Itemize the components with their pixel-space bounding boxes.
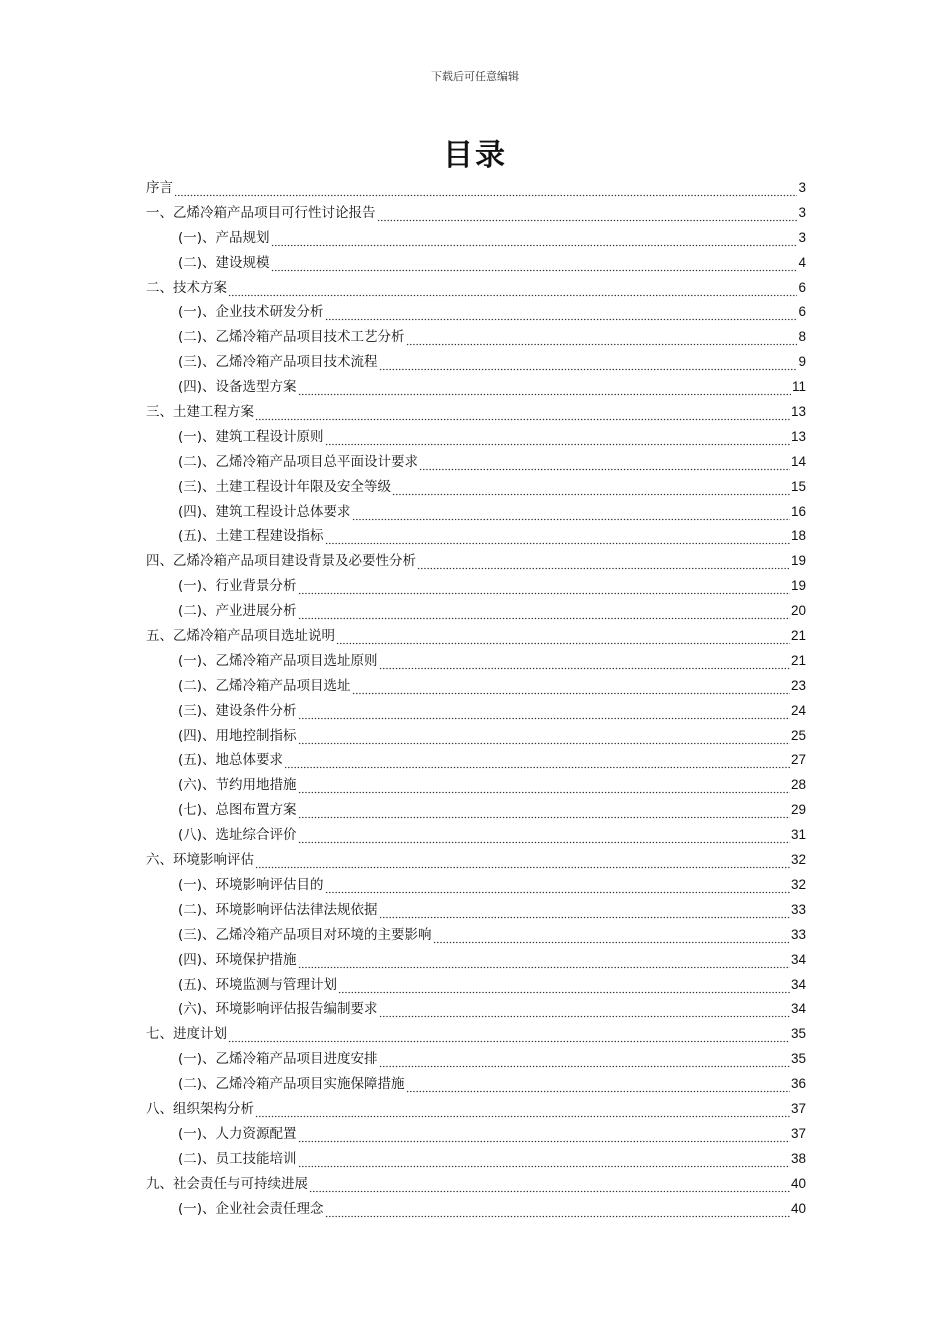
toc-page-number: 16 bbox=[790, 503, 806, 519]
toc-entry-label: (五)、环境监测与管理计划 bbox=[178, 976, 338, 993]
toc-entry[interactable] bbox=[146, 524, 806, 549]
toc-entry[interactable] bbox=[146, 923, 806, 948]
toc-page-number: 23 bbox=[790, 677, 806, 693]
toc-entry-label: (四)、用地控制指标 bbox=[178, 727, 297, 744]
toc-page-number: 6 bbox=[798, 279, 806, 295]
toc-dot-leader bbox=[255, 1097, 790, 1122]
toc-entry[interactable] bbox=[146, 276, 806, 301]
toc-entry-label: (一)、产品规划 bbox=[178, 229, 270, 246]
header-note: 下载后可任意编辑 bbox=[431, 70, 519, 83]
toc-entry[interactable] bbox=[146, 873, 806, 898]
toc-page-number: 33 bbox=[790, 926, 806, 942]
toc-dot-leader bbox=[255, 400, 790, 425]
toc-page-number: 3 bbox=[798, 204, 806, 220]
toc-dot-leader bbox=[417, 549, 790, 574]
toc-entry[interactable] bbox=[146, 699, 806, 724]
toc-page-number: 19 bbox=[790, 553, 806, 569]
toc-entry[interactable] bbox=[146, 798, 806, 823]
toc-page-number: 14 bbox=[790, 453, 806, 469]
toc-dot-leader bbox=[298, 823, 790, 848]
toc-page-number: 13 bbox=[790, 428, 806, 444]
toc-dot-leader bbox=[284, 748, 790, 773]
toc-dot-leader bbox=[298, 798, 790, 823]
toc-entry[interactable] bbox=[146, 674, 806, 699]
toc-dot-leader bbox=[309, 1172, 790, 1197]
toc-entry-label: (一)、企业技术研发分析 bbox=[178, 304, 324, 321]
toc-dot-leader bbox=[338, 973, 790, 998]
toc-entry[interactable] bbox=[146, 624, 806, 649]
toc-entry[interactable] bbox=[146, 300, 806, 325]
toc-entry[interactable] bbox=[146, 1197, 806, 1222]
toc-page-number: 35 bbox=[790, 1051, 806, 1067]
toc-entry-label: 序言 bbox=[146, 180, 173, 196]
toc-entry[interactable] bbox=[146, 226, 806, 251]
toc-entry-label: 六、环境影响评估 bbox=[146, 852, 254, 869]
toc-entry-label: (三)、土建工程设计年限及安全等级 bbox=[178, 478, 392, 495]
toc-dot-leader bbox=[174, 176, 797, 201]
toc-entry[interactable] bbox=[146, 1147, 806, 1172]
toc-entry-label: (七)、总图布置方案 bbox=[178, 802, 297, 819]
toc-entry[interactable] bbox=[146, 848, 806, 873]
toc-dot-leader bbox=[406, 325, 798, 350]
toc-page-number: 24 bbox=[790, 702, 806, 718]
toc-dot-leader bbox=[228, 1022, 790, 1047]
toc-dot-leader bbox=[406, 1072, 790, 1097]
toc-entry[interactable] bbox=[146, 500, 806, 525]
toc-entry-label: 九、社会责任与可持续进展 bbox=[146, 1175, 308, 1192]
toc-page-number: 25 bbox=[790, 727, 806, 743]
toc-page-number: 34 bbox=[790, 951, 806, 967]
toc-entry-label: (一)、乙烯冷箱产品项目选址原则 bbox=[178, 652, 378, 669]
toc-entry[interactable] bbox=[146, 350, 806, 375]
toc-entry[interactable] bbox=[146, 400, 806, 425]
toc-dot-leader bbox=[433, 923, 790, 948]
toc-entry-label: (一)、环境影响评估目的 bbox=[178, 876, 324, 893]
toc-page-number: 34 bbox=[790, 1001, 806, 1017]
toc-dot-leader bbox=[392, 475, 790, 500]
toc-page-number: 29 bbox=[790, 802, 806, 818]
toc-dot-leader bbox=[271, 226, 798, 251]
toc-entry-label: (六)、节约用地措施 bbox=[178, 777, 297, 794]
toc-entry[interactable] bbox=[146, 973, 806, 998]
toc-dot-leader bbox=[298, 773, 790, 798]
toc-entry-label: 二、技术方案 bbox=[146, 279, 227, 296]
toc-dot-leader bbox=[419, 450, 790, 475]
toc-entry-label: 三、土建工程方案 bbox=[146, 404, 254, 421]
toc-dot-leader bbox=[298, 1122, 790, 1147]
toc-dot-leader bbox=[379, 997, 790, 1022]
toc-page-number: 32 bbox=[790, 876, 806, 892]
toc-entry-label: (五)、土建工程建设指标 bbox=[178, 528, 324, 545]
toc-entry-label: 四、乙烯冷箱产品项目建设背景及必要性分析 bbox=[146, 553, 416, 570]
toc-entry-label: 八、组织架构分析 bbox=[146, 1100, 254, 1117]
toc-dot-leader bbox=[325, 1197, 790, 1222]
toc-dot-leader bbox=[271, 251, 798, 276]
toc-entry[interactable] bbox=[146, 948, 806, 973]
toc-entry[interactable] bbox=[146, 724, 806, 749]
toc-dot-leader bbox=[379, 898, 790, 923]
toc-entry[interactable] bbox=[146, 425, 806, 450]
toc-entry-label: (五)、地总体要求 bbox=[178, 752, 284, 769]
toc-entry[interactable] bbox=[146, 475, 806, 500]
toc-entry[interactable] bbox=[146, 1122, 806, 1147]
toc-entry[interactable] bbox=[146, 773, 806, 798]
toc-dot-leader bbox=[379, 649, 790, 674]
toc-entry-label: (一)、行业背景分析 bbox=[178, 578, 297, 595]
toc-entry[interactable] bbox=[146, 1047, 806, 1072]
toc-entry[interactable] bbox=[146, 748, 806, 773]
toc-dot-leader bbox=[325, 524, 790, 549]
toc-page-number: 4 bbox=[798, 254, 806, 270]
toc-dot-leader bbox=[255, 848, 790, 873]
toc-entry[interactable] bbox=[146, 251, 806, 276]
toc-page-number: 21 bbox=[790, 652, 806, 668]
toc-dot-leader bbox=[228, 276, 797, 301]
toc-entry[interactable] bbox=[146, 176, 806, 201]
toc-page-number: 38 bbox=[790, 1150, 806, 1166]
toc-entry-label: (一)、建筑工程设计原则 bbox=[178, 428, 324, 445]
toc-entry[interactable] bbox=[146, 997, 806, 1022]
toc-entry-label: (二)、乙烯冷箱产品项目实施保障措施 bbox=[178, 1076, 405, 1093]
toc-page-number: 8 bbox=[798, 329, 806, 345]
toc-dot-leader bbox=[325, 300, 798, 325]
toc-entry[interactable] bbox=[146, 549, 806, 574]
toc-entry[interactable] bbox=[146, 574, 806, 599]
toc-entry-label: (八)、选址综合评价 bbox=[178, 827, 297, 844]
toc-entry-label: 七、进度计划 bbox=[146, 1026, 227, 1043]
toc-entry[interactable] bbox=[146, 649, 806, 674]
toc-page-number: 33 bbox=[790, 901, 806, 917]
toc-page-number: 37 bbox=[790, 1100, 806, 1116]
toc-entry-label: (二)、环境影响评估法律法规依据 bbox=[178, 901, 378, 918]
toc-dot-leader bbox=[298, 574, 790, 599]
toc-entry-label: (一)、人力资源配置 bbox=[178, 1125, 297, 1142]
toc-dot-leader bbox=[336, 624, 790, 649]
toc-page-number: 35 bbox=[790, 1026, 806, 1042]
toc-entry[interactable] bbox=[146, 450, 806, 475]
toc-entry[interactable] bbox=[146, 1022, 806, 1047]
toc-entry-label: (二)、员工技能培训 bbox=[178, 1150, 297, 1167]
toc-page-number: 40 bbox=[790, 1175, 806, 1191]
toc-dot-leader bbox=[298, 699, 790, 724]
toc-page-number: 34 bbox=[790, 976, 806, 992]
toc-entry[interactable] bbox=[146, 898, 806, 923]
toc-entry-label: (二)、乙烯冷箱产品项目技术工艺分析 bbox=[178, 329, 405, 346]
toc-entry-label: (一)、乙烯冷箱产品项目进度安排 bbox=[178, 1051, 378, 1068]
toc-entry[interactable] bbox=[146, 201, 806, 226]
toc-dot-leader bbox=[298, 1147, 790, 1172]
toc-page-number: 31 bbox=[790, 827, 806, 843]
toc-dot-leader bbox=[298, 724, 790, 749]
toc-page-number: 15 bbox=[790, 478, 806, 494]
toc-entry-label: (三)、乙烯冷箱产品项目对环境的主要影响 bbox=[178, 926, 432, 943]
toc-entry-label: (四)、建筑工程设计总体要求 bbox=[178, 503, 351, 520]
toc-dot-leader bbox=[379, 350, 798, 375]
toc-entry[interactable] bbox=[146, 1072, 806, 1097]
toc-entry[interactable] bbox=[146, 823, 806, 848]
toc-entry-label: (四)、设备选型方案 bbox=[178, 379, 297, 396]
toc-entry[interactable] bbox=[146, 325, 806, 350]
toc-page-number: 28 bbox=[790, 777, 806, 793]
toc-dot-leader bbox=[325, 425, 790, 450]
page-title: 目录 bbox=[443, 138, 507, 173]
toc-entry-label: (二)、产业进展分析 bbox=[178, 603, 297, 620]
toc-entry-label: 五、乙烯冷箱产品项目选址说明 bbox=[146, 628, 335, 645]
toc-entry-label: (三)、乙烯冷箱产品项目技术流程 bbox=[178, 354, 378, 371]
toc-entry[interactable] bbox=[146, 375, 806, 400]
toc-entry-label: 一、乙烯冷箱产品项目可行性讨论报告 bbox=[146, 204, 376, 221]
toc-dot-leader bbox=[298, 599, 790, 624]
toc-dot-leader bbox=[377, 201, 798, 226]
toc-page-number: 3 bbox=[798, 229, 806, 245]
toc-page-number: 6 bbox=[798, 304, 806, 320]
toc-entry[interactable] bbox=[146, 1172, 806, 1197]
toc-dot-leader bbox=[325, 873, 790, 898]
toc-page-number: 20 bbox=[790, 603, 806, 619]
toc-page-number: 13 bbox=[790, 404, 806, 420]
toc-page-number: 27 bbox=[790, 752, 806, 768]
toc-page-number: 19 bbox=[790, 578, 806, 594]
toc-page-number: 11 bbox=[791, 379, 806, 395]
toc-page-number: 3 bbox=[798, 180, 806, 195]
toc-page-number: 37 bbox=[790, 1125, 806, 1141]
toc-dot-leader bbox=[379, 1047, 790, 1072]
toc-entry-label: (二)、乙烯冷箱产品项目选址 bbox=[178, 677, 351, 694]
toc-page-number: 40 bbox=[790, 1200, 806, 1216]
toc-entry-label: (二)、建设规模 bbox=[178, 254, 270, 271]
toc-dot-leader bbox=[298, 375, 791, 400]
toc-page-number: 9 bbox=[798, 354, 806, 370]
toc-entry[interactable] bbox=[146, 599, 806, 624]
table-of-contents bbox=[146, 176, 806, 1221]
toc-entry-label: (一)、企业社会责任理念 bbox=[178, 1200, 324, 1217]
toc-entry-label: (二)、乙烯冷箱产品项目总平面设计要求 bbox=[178, 453, 419, 470]
toc-entry[interactable] bbox=[146, 1097, 806, 1122]
toc-entry-label: (四)、环境保护措施 bbox=[178, 951, 297, 968]
toc-page-number: 36 bbox=[790, 1076, 806, 1092]
toc-entry-label: (三)、建设条件分析 bbox=[178, 702, 297, 719]
toc-entry-label: (六)、环境影响评估报告编制要求 bbox=[178, 1001, 378, 1018]
toc-dot-leader bbox=[352, 500, 790, 525]
toc-page-number: 21 bbox=[790, 628, 806, 644]
toc-dot-leader bbox=[298, 948, 790, 973]
toc-dot-leader bbox=[352, 674, 790, 699]
toc-page-number: 18 bbox=[790, 528, 806, 544]
toc-page-number: 32 bbox=[790, 852, 806, 868]
